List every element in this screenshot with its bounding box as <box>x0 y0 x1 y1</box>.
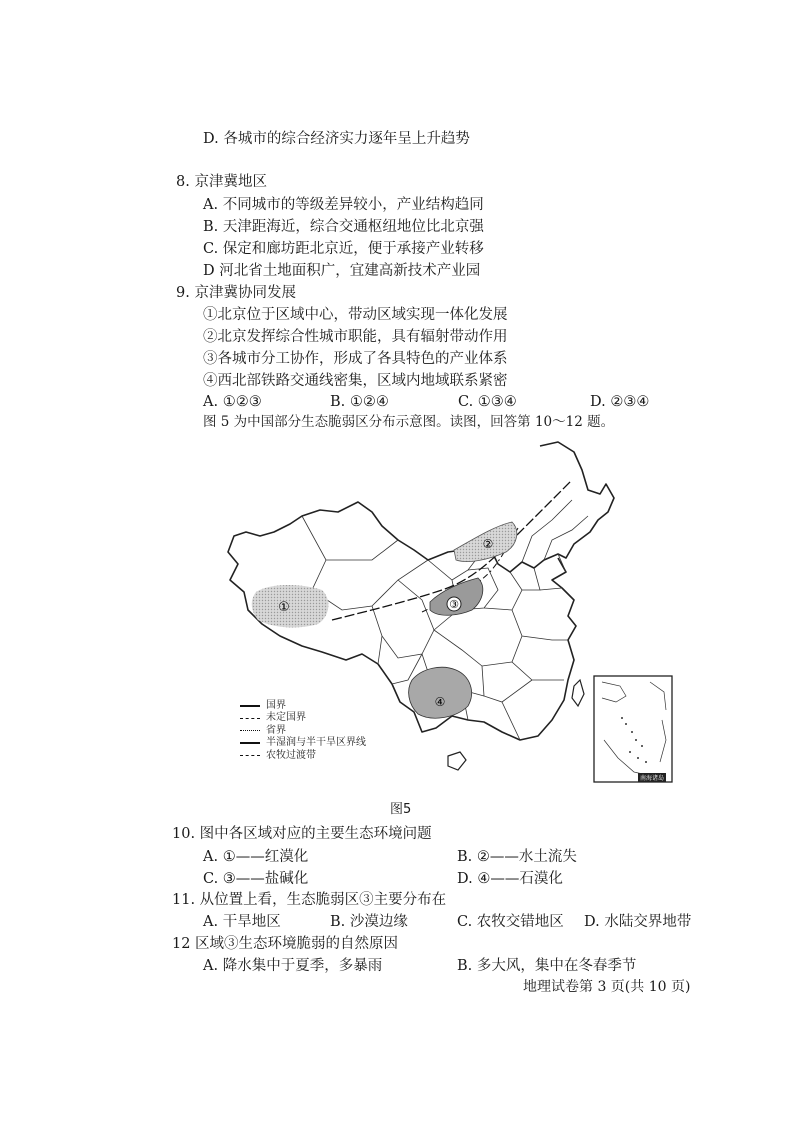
legend-national-border: 国界 <box>240 700 366 712</box>
south-china-sea-inset <box>594 676 672 782</box>
q9-statement-2: ②北京发挥综合性城市职能，具有辐射带动作用 <box>203 329 508 345</box>
figure-caption: 图5 <box>390 802 412 817</box>
q11-stem: 11. 从位置上看，生态脆弱区③主要分布在 <box>172 892 447 908</box>
q9-statement-3: ③各城市分工协作，形成了各具特色的产业体系 <box>203 351 508 367</box>
region-label-1: ① <box>278 600 290 615</box>
figure-intro: 图 5 为中国部分生态脆弱区分布示意图。读图，回答第 10～12 题。 <box>203 414 615 430</box>
page-footer: 地理试卷第 3 页(共 10 页) <box>523 979 691 995</box>
q10-stem: 10. 图中各区域对应的主要生态环境问题 <box>172 826 432 842</box>
q9-statement-1: ①北京位于区域中心，带动区域实现一体化发展 <box>203 307 508 323</box>
fragile-region-1 <box>252 585 329 627</box>
q12-stem: 12 区域③生态环境脆弱的自然原因 <box>172 936 399 952</box>
region-label-3: ③ <box>449 598 459 611</box>
q9-option-c: C. ①③④ <box>458 394 517 410</box>
q12-option-b: B. 多大风，集中在冬春季节 <box>457 958 637 974</box>
q9-option-b: B. ①②④ <box>330 394 389 410</box>
legend-semihumid-boundary: 半湿润与半干旱区界线 <box>240 737 366 749</box>
hainan-island <box>448 752 466 770</box>
inset-label: 南海诸岛 <box>640 775 665 782</box>
taiwan-island <box>572 680 584 706</box>
q7-option-d: D. 各城市的综合经济实力逐年呈上升趋势 <box>203 131 470 147</box>
legend-agro-pastoral: 农牧过渡带 <box>240 750 366 762</box>
q10-option-c: C. ③——盐碱化 <box>203 871 309 887</box>
q10-option-b: B. ②——水土流失 <box>457 849 577 865</box>
q11-option-d: D. 水陆交界地带 <box>584 914 692 930</box>
q8-option-b: B. 天津距海近，综合交通枢纽地位比北京强 <box>203 219 484 235</box>
q12-option-a: A. 降水集中于夏季，多暴雨 <box>203 958 383 974</box>
legend-province-border: 省界 <box>240 725 366 737</box>
q11-option-a: A. 干旱地区 <box>203 914 281 930</box>
fragile-region-4 <box>409 667 472 718</box>
china-ecological-fragile-map <box>222 440 692 790</box>
region-label-4: ④ <box>434 695 446 709</box>
q9-option-a: A. ①②③ <box>203 394 262 410</box>
q8-option-d: D 河北省土地面积广，宜建高新技术产业园 <box>203 263 481 279</box>
q8-option-c: C. 保定和廊坊距北京近，便于承接产业转移 <box>203 241 484 257</box>
q8-option-a: A. 不同城市的等级差异较小，产业结构趋同 <box>203 197 484 213</box>
legend-undetermined-border: 未定国界 <box>240 712 366 724</box>
q10-option-a: A. ①——红漠化 <box>203 849 309 865</box>
q11-option-c: C. 农牧交错地区 <box>457 914 564 930</box>
q11-option-b: B. 沙漠边缘 <box>330 914 408 930</box>
q9-stem: 9. 京津冀协同发展 <box>176 285 296 301</box>
q8-stem: 8. 京津冀地区 <box>176 174 267 190</box>
map-legend <box>240 700 366 762</box>
region-label-2: ② <box>482 537 494 551</box>
q10-option-d: D. ④——石漠化 <box>457 871 563 887</box>
q9-option-d: D. ②③④ <box>590 394 650 410</box>
q9-statement-4: ④西北部铁路交通线密集，区域内地域联系紧密 <box>203 373 508 389</box>
